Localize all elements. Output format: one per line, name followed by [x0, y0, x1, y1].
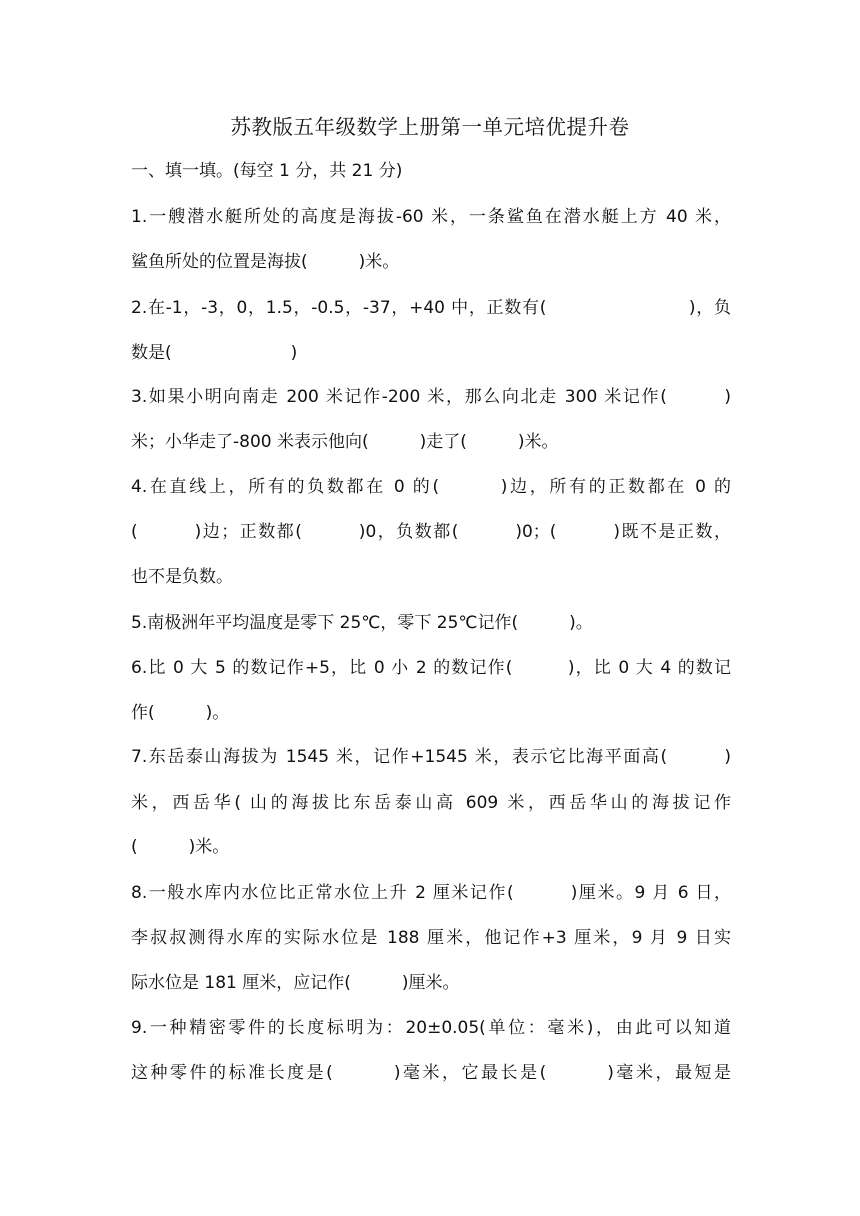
- question-line: 3.如果小明向南走 200 米记作-200 米，那么向北走 300 米记作( ): [131, 387, 731, 407]
- question-line: 也不是负数。: [131, 567, 233, 587]
- question-line: 8.一般水库内水位比正常水位上升 2 厘米记作( )厘米。9 月 6 日，: [131, 883, 731, 903]
- question-line: 9.一种精密零件的长度标明为：20±0.05(单位：毫米)，由此可以知道: [131, 1018, 731, 1038]
- question-line: 7.东岳泰山海拔为 1545 米，记作+1545 米，表示它比海平面高( ): [131, 747, 731, 767]
- question-line: 数是( ): [131, 343, 298, 363]
- question-line: ( )边；正数都( )0，负数都( )0；( )既不是正数，: [131, 522, 731, 542]
- question-line: 米，西岳华( 山的海拔比东岳泰山高 609 米，西岳华山的海拔记作: [131, 793, 731, 813]
- question-line: 李叔叔测得水库的实际水位是 188 厘米，他记作+3 厘米，9 月 9 日实: [131, 928, 731, 948]
- question-line: 6.比 0 大 5 的数记作+5，比 0 小 2 的数记作( )，比 0 大 4 的数记: [131, 658, 731, 678]
- question-line: 际水位是 181 厘米，应记作( )厘米。: [131, 973, 460, 993]
- question-line: 作( )。: [131, 703, 230, 723]
- question-line: 1.一艘潜水艇所处的高度是海拔-60 米，一条鲨鱼在潜水艇上方 40 米，: [131, 207, 731, 227]
- question-line: 鲨鱼所处的位置是海拔( )米。: [131, 252, 400, 272]
- question-line: 米；小华走了-800 米表示他向( )走了( )米。: [131, 432, 559, 452]
- question-line: 4.在直线上，所有的负数都在 0 的( )边，所有的正数都在 0 的: [131, 477, 731, 497]
- question-line: ( )米。: [131, 837, 230, 857]
- question-line: 5.南极洲年平均温度是零下 25℃，零下 25℃记作( )。: [131, 613, 593, 633]
- document-title: 苏教版五年级数学上册第一单元培优提升卷: [230, 115, 630, 139]
- question-line: 这种零件的标准长度是( )毫米，它最长是( )毫米，最短是: [131, 1063, 731, 1083]
- question-line: 2.在-1，-3，0，1.5，-0.5，-37，+40 中，正数有( )，负: [131, 298, 731, 318]
- section-heading: 一、填一填。(每空 1 分，共 21 分): [131, 161, 403, 181]
